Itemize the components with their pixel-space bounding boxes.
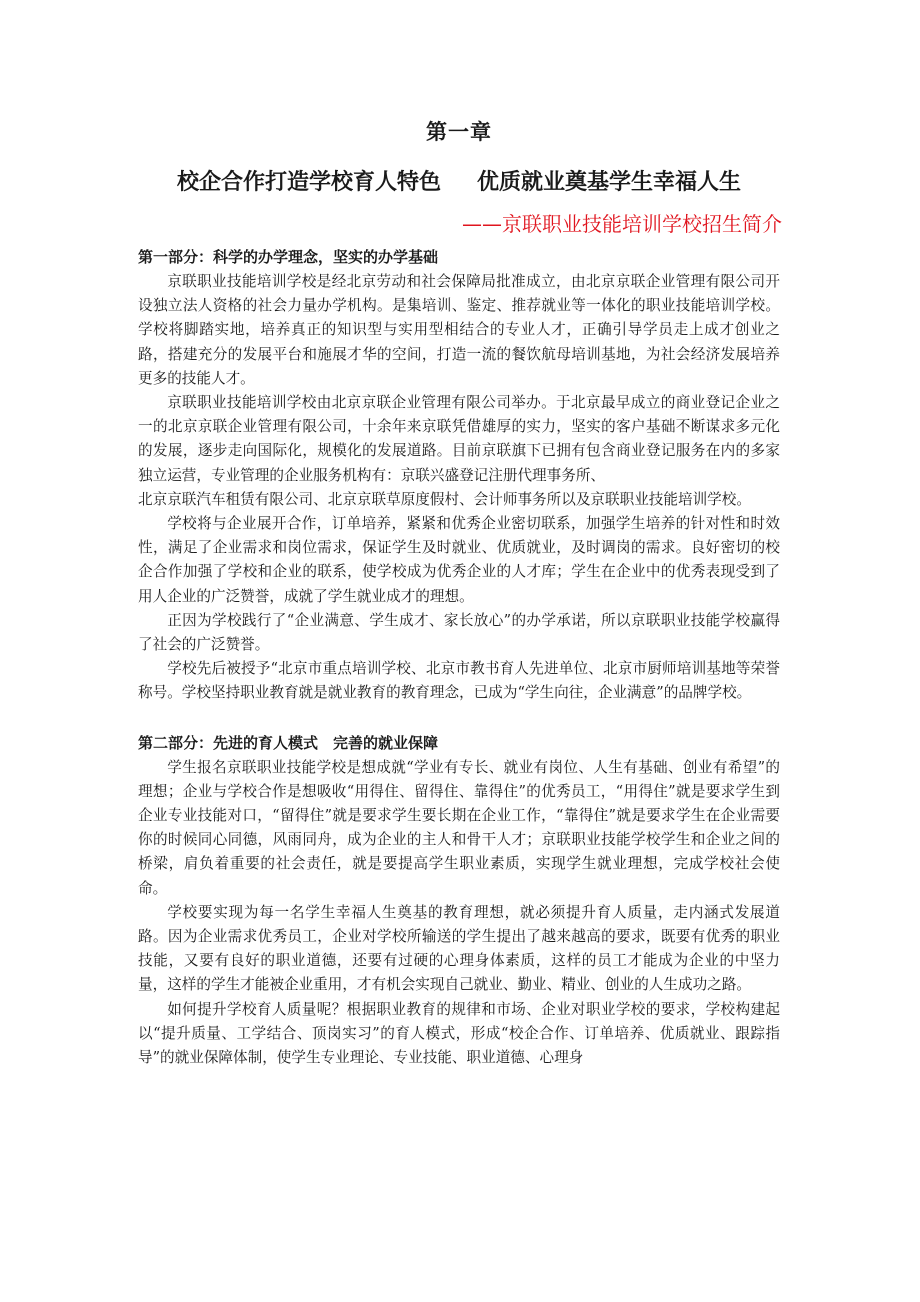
section-heading-1: 第一部分：科学的办学理念，坚实的办学基础 [138,248,439,266]
paragraph: 京联职业技能培训学校是经北京劳动和社会保障局批准成立，由北京京联企业管理有限公司开设独立法人资格的社会力量办学机构。是集培训、鉴定、推荐就业等一体化的职业技能培训学校。学校将脚踏实地，培养真正的知识型与实用型相结合的专业人才，正确引导学员走上成才创业之路，搭建充分的发展平台和施展才华的空间，打造一流的餐饮航母培训基地，为社会经济发展培养更多的技能人才。 [138,273,780,387]
document-page [138,118,780,1070]
paragraph: 北京京联汽车租赁有限公司、北京京联草原度假村、会计师事务所以及京联职业技能培训学校。 [138,490,751,508]
main-title [138,168,780,198]
paragraph: 学校先后被授予“北京市重点培训学校、北京市教书育人先进单位、北京市厨师培训基地等荣誉称号。学校坚持职业教育就是就业教育的教育理念，已成为“学生向往，企业满意”的品牌学校。 [138,660,780,702]
paragraph: 学校将与企业展开合作，订单培养，紧紧和优秀企业密切联系，加强学生培养的针对性和时效性，满足了企业需求和岗位需求，保证学生及时就业、优质就业，及时调岗的需求。良好密切的校企合作加强了学校和企业的联系，使学校成为优秀企业的人才库；学生在企业中的优秀表现受到了用人企业的广泛赞誉，成就了学生就业成才的理想。 [138,515,780,605]
paragraph: 学校要实现为每一名学生幸福人生奠基的教育理想，就必须提升育人质量，走内涵式发展道路。因为企业需求优秀员工，企业对学校所输送的学生提出了越来越高的要求，既要有优秀的职业技能，又要有良好的职业道德，还要有过硬的心理身体素质，这样的员工才能成为企业的中坚力量，这样的学生才能被企业重用，才有机会实现自己就业、勤业、精业、创业的人生成功之路。 [138,903,780,994]
paragraph: 学生报名京联职业技能学校是想成就“学业有专长、就业有岗位、人生有基础、创业有希望”的理想；企业与学校合作是想吸收“用得住、留得住、靠得住”的优秀员工，“用得住”就是要求学生到企业专业技能对口，“留得住”就是要求学生要长期在企业工作，“靠得住”就是要求学生在企业需要你的时候同心同德，风雨同舟，成为企业的主人和骨干人才；京联职业技能学校学生和企业之间的桥梁，肩负着重要的社会责任，就是要提高学生职业素质，实现学生就业理想，完成学校社会使命。 [138,758,780,897]
section-heading-2: 第二部分：先进的育人模式 完善的就业保障 [138,733,439,752]
paragraph: 如何提升学校育人质量呢？根据职业教育的规律和市场、企业对职业学校的要求，学校构建起以“提升质量、工学结合、顶岗实习”的育人模式，形成“校企合作、订单培养、优质就业、跟踪指导”的就业保障体制，使学生专业理论、专业技能、职业道德、心理身 [138,1000,780,1067]
main-title-left: 校企合作打造学校育人特色 [176,170,441,195]
main-title-right: 优质就业奠基学生幸福人生 [477,170,742,195]
paragraph: 正因为学校践行了“企业满意、学生成才、家长放心”的办学承诺，所以京联职业技能学校赢得了社会的广泛赞誉。 [138,611,780,654]
subtitle: ——京联职业技能培训学校招生简介 [462,212,782,236]
chapter-heading: 第一章 [426,120,492,144]
paragraph: 京联职业技能培训学校由北京京联企业管理有限公司举办。于北京最早成立的商业登记企业之一的北京京联企业管理有限公司，十余年来京联凭借雄厚的实力，坚实的客户基础不断谋求多元化的发展，逐步走向国际化，规模化的发展道路。目前京联旗下已拥有包含商业登记服务在内的多家独立运营，专业管理的企业服务机构有：京联兴盛登记注册代理事务所、 [138,394,780,484]
